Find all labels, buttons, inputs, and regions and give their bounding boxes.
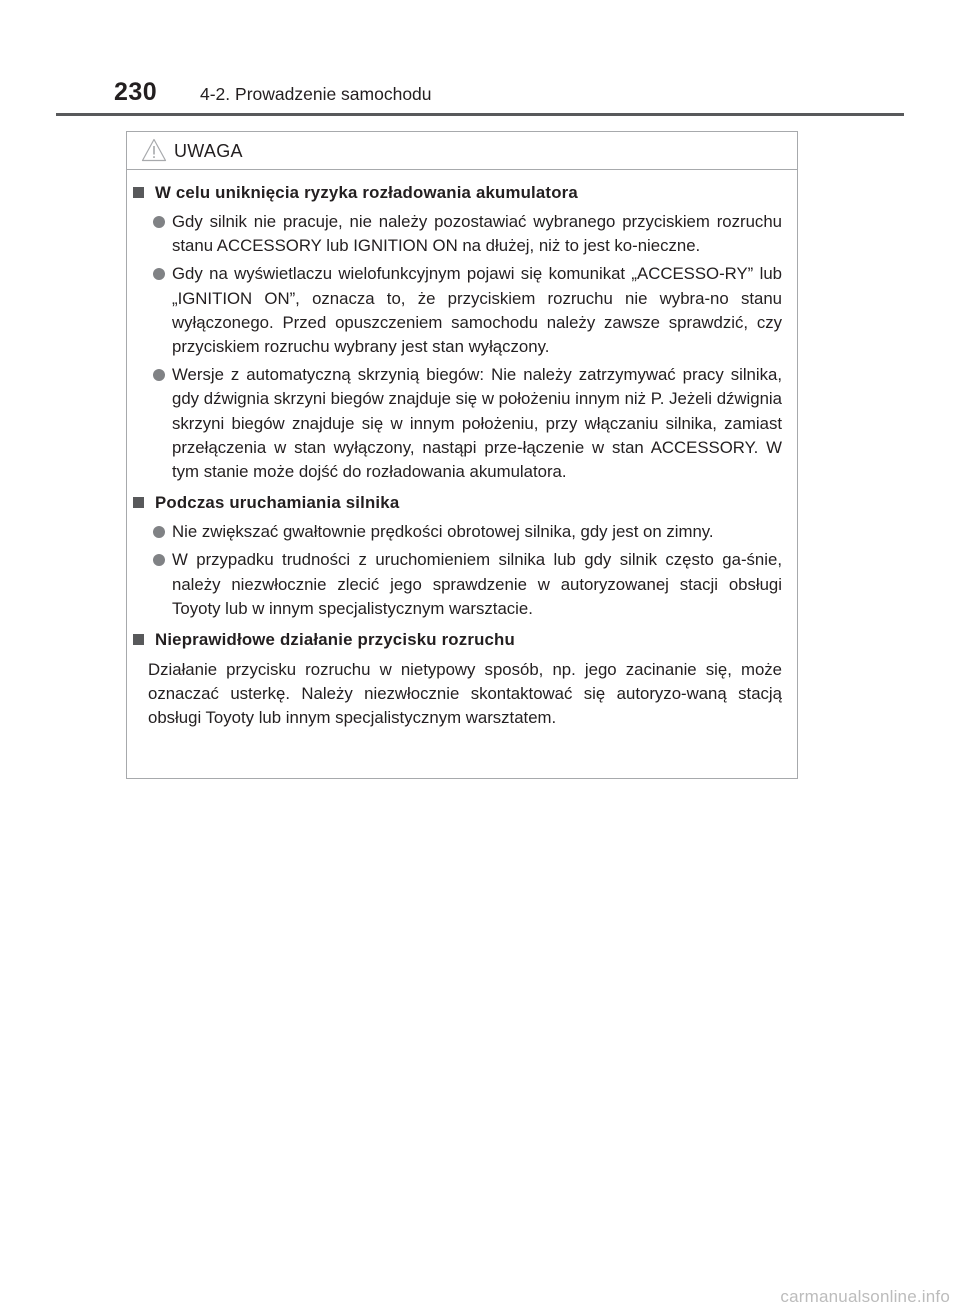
list-item — [127, 210, 797, 258]
section-heading — [127, 625, 797, 654]
square-bullet-icon — [133, 634, 144, 645]
section-heading — [127, 178, 797, 207]
round-bullet-icon — [153, 526, 165, 538]
list-item — [127, 363, 797, 484]
warning-triangle-icon — [141, 138, 167, 162]
section-start-button-malfunction — [127, 625, 797, 731]
square-bullet-icon — [133, 187, 144, 198]
section-starting-engine — [127, 488, 797, 621]
page-number: 230 — [114, 78, 158, 106]
section-battery — [127, 178, 797, 484]
list-item — [127, 548, 797, 621]
list-item — [127, 520, 797, 544]
list-item — [127, 262, 797, 359]
section-heading-text: Nieprawidłowe działanie przycisku rozruchu — [155, 630, 515, 650]
square-bullet-icon — [133, 497, 144, 508]
section-heading-text: W celu uniknięcia ryzyka rozładowania akumulatora — [155, 183, 578, 202]
warning-content — [127, 169, 797, 731]
watermark: carmanualsonline.info — [780, 1287, 950, 1306]
list-item-text: W przypadku trudności z uruchomieniem silnika lub gdy silnik często ga-śnie, należy niezwłocznie zlecić jego sprawdzenie w autoryzowanej stacji obsługi Toyoty lub w innym specjalistycznym warsztacie. — [172, 550, 782, 618]
section-heading — [127, 488, 797, 517]
round-bullet-icon — [153, 554, 165, 566]
round-bullet-icon — [153, 369, 165, 381]
list-item-text: Gdy na wyświetlaczu wielofunkcyjnym pojawi się komunikat „ACCESSO-RY” lub „IGNITION ON”, oznacza to, że przyciskiem rozruchu nie wybra-no stanu wyłączonego. Przed opuszczeniem samochodu należy zawsze sprawdzić, czy przyciskiem rozruchu wybrany jest stan wyłączony. — [172, 264, 782, 357]
list-item-text: Wersje z automatyczną skrzynią biegów: Nie należy zatrzymywać pracy silnika, gdy dźwignia skrzyni biegów znajduje się w położeniu innym niż P. Jeżeli dźwignia skrzyni biegów znajduje się w innym położeniu, przy włączaniu silnika, zamiast przełączenia w stan wyłączony, nastąpi prze-łączenie w stan ACCESSORY. W tym stanie może dojść do rozładowania akumulatora. — [172, 365, 782, 482]
round-bullet-icon — [153, 216, 165, 228]
warning-header — [127, 132, 797, 170]
chapter-title: 4-2. Prowadzenie samochodu — [200, 84, 432, 104]
section-heading-text: Podczas uruchamiania silnika — [155, 493, 400, 513]
header-divider — [56, 113, 904, 116]
list-item-text: Nie zwiększać gwałtownie prędkości obrotowej silnika, gdy jest on zimny. — [172, 522, 714, 542]
round-bullet-icon — [153, 268, 165, 280]
list-item-text: Gdy silnik nie pracuje, nie należy pozostawiać wybranego przyciskiem rozruchu stanu ACCESSORY lub IGNITION ON na dłużej, niż to jest ko-nieczne. — [172, 212, 782, 256]
page-header — [0, 0, 960, 120]
warning-box — [126, 131, 798, 779]
section-paragraph: Działanie przycisku rozruchu w nietypowy sposób, np. jego zacinanie się, może oznaczać usterkę. Należy niezwłocznie skontaktować się autoryzo-waną stacją obsługi Toyoty lub innym specjalistycznym warsztatem. — [148, 660, 782, 728]
warning-title: UWAGA — [174, 141, 243, 161]
